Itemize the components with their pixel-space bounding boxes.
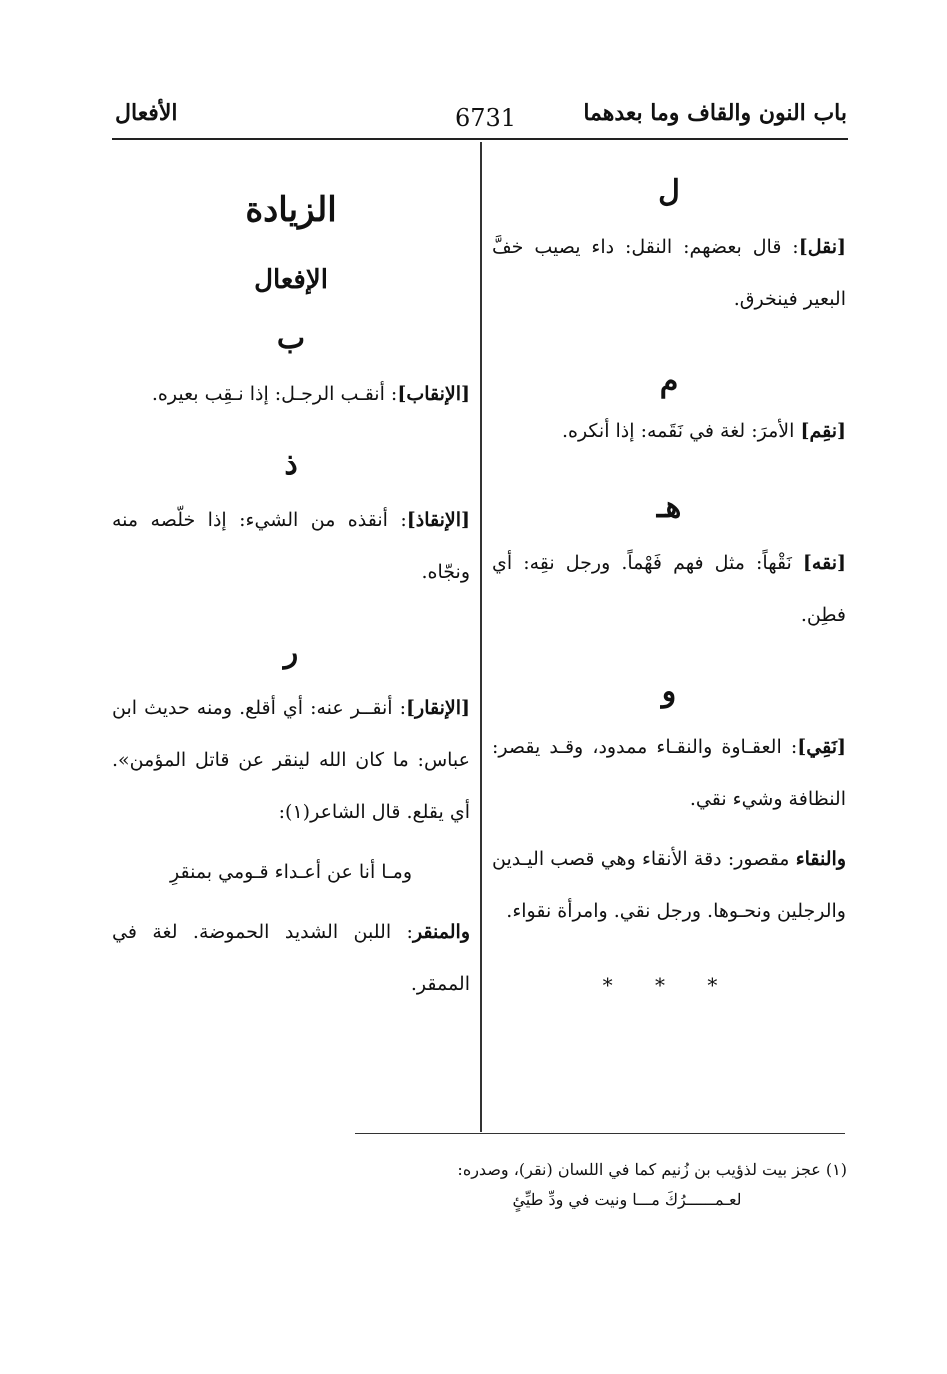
entry-keyword: والمنقر	[412, 921, 470, 943]
letter-heading: هـ	[656, 490, 682, 525]
footnote	[287, 1155, 847, 1215]
entry-keyword: [الإنقار]	[406, 697, 470, 719]
entry-paragraph	[112, 906, 470, 1010]
section-lam	[492, 174, 846, 325]
column-divider	[480, 142, 482, 1132]
entry-keyword: والنقاء	[795, 848, 846, 870]
letter-heading: ذ	[284, 447, 298, 482]
section-end-stars: * * *	[602, 973, 736, 997]
section-ba	[112, 321, 470, 420]
section-waw	[492, 674, 846, 937]
entry-text: الأمرَ: لغة في نَقَمه: إذا أنكره.	[561, 420, 801, 442]
section-mim	[492, 364, 846, 457]
section-title: الزيادة	[245, 190, 337, 230]
header-rule	[112, 138, 848, 140]
letter-heading: ل	[658, 174, 680, 209]
entry-text: : قال بعضهم: النقل: داء يصيب خفَّ البعير فينخرق.	[492, 236, 846, 310]
entry-keyword: [نقه]	[802, 552, 846, 574]
entry-keyword: [نقل]	[798, 236, 846, 258]
running-header-section: الأفعال	[115, 100, 178, 126]
quoted-verse: ومـا أنا عن أعـداء قـومي بمنقرِ	[169, 861, 412, 883]
entry-text: : أنقـب الرجـل: إذا نـقِب بعيره.	[151, 383, 398, 405]
entry-paragraph	[112, 494, 470, 598]
page-number: 6731	[455, 104, 517, 132]
running-header-chapter: باب النون والقاف وما بعدهما	[583, 100, 847, 126]
left-column	[112, 180, 470, 1010]
entry-keyword: [نَقِي]	[797, 736, 846, 758]
entry-text: : أنقذه من الشيء: إذا خلّصه منه ونجّاه.	[112, 509, 470, 583]
letter-heading: ب	[276, 321, 306, 356]
section-dhal	[112, 447, 470, 598]
letter-heading: ر	[283, 635, 299, 670]
entry-paragraph	[492, 537, 846, 641]
right-column	[492, 165, 846, 1011]
footnote-text: (١) عجز بيت لذؤيب بن زُنيم كما في اللسان (نقر)، وصدره:	[457, 1160, 847, 1179]
entry-paragraph	[492, 721, 846, 825]
letter-heading: م	[659, 364, 679, 399]
entry-text: : العقـاوة والنقـاء ممدود، وقـد يقصر: النظافة وشيء نقي.	[492, 736, 846, 810]
footnote-rule	[355, 1133, 845, 1134]
entry-text: مقصور: دقة الأنقاء وهي قصب اليـدين والرجلين ونحـوها. ورجل نقي. وامرأة نقواء.	[492, 848, 846, 922]
entry-paragraph	[492, 833, 846, 937]
section-ra	[112, 635, 470, 838]
entry-keyword: [الإنقاذ]	[406, 509, 470, 531]
entry-text: نَقْهاً: مثل فهم فَهْماً. ورجل نقِه: أي فطِن.	[492, 552, 846, 626]
entry-keyword: [نقِم]	[800, 420, 846, 442]
entry-text: : اللبن الشديد الحموضة. لغة في الممقر.	[112, 921, 470, 995]
letter-heading: و	[661, 674, 677, 709]
entry-keyword: [الإنقاب]	[397, 383, 470, 405]
entry-paragraph	[492, 221, 846, 325]
section-subtitle: الإفعال	[254, 265, 328, 295]
entry-paragraph	[112, 682, 470, 838]
entry-text: : أنقــر عنه: أي أقلع. ومنه حديث ابن عباس: ما كان الله لينقر عن قاتل المؤمن». أي يقلع. قال الشاعر(١):	[112, 697, 470, 823]
entry-paragraph	[492, 405, 846, 457]
section-ha	[492, 490, 846, 641]
footnote-verse: لعـمــــــرُكَ مـــا ونيت في ودِّ طيِّئٍ	[512, 1190, 742, 1209]
entry-paragraph	[112, 368, 470, 420]
